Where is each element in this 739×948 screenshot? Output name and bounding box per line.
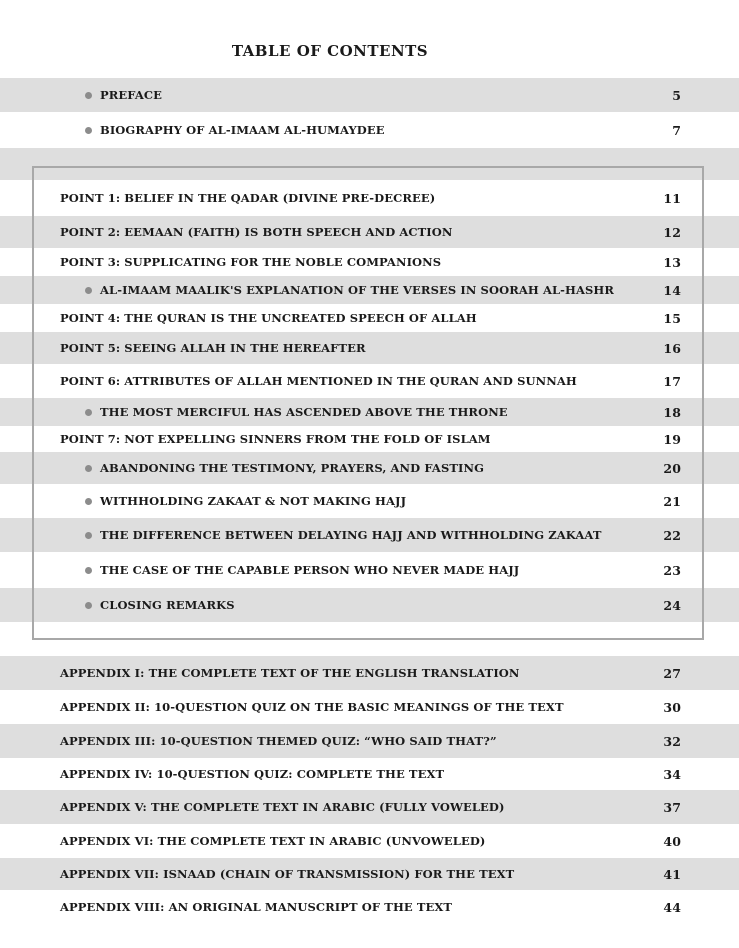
page-number: 7 xyxy=(672,122,681,138)
page-number: 22 xyxy=(663,527,681,543)
page-number: 20 xyxy=(663,460,681,476)
entry-label: APPENDIX I: THE COMPLETE TEXT OF THE ENGLISH TRANSLATION xyxy=(60,666,520,680)
entry-label: APPENDIX VI: THE COMPLETE TEXT IN ARABIC (UNVOWELED) xyxy=(60,834,486,848)
page-number: 18 xyxy=(663,404,681,420)
bullet-icon xyxy=(85,532,92,539)
entry-label: THE MOST MERCIFUL HAS ASCENDED ABOVE THE THRONE xyxy=(100,405,508,419)
toc-entry-point-6[interactable] xyxy=(0,364,739,398)
entry-label: POINT 2: EEMAAN (FAITH) IS BOTH SPEECH AND ACTION xyxy=(60,225,453,239)
toc-entry-appendix-3[interactable] xyxy=(0,724,739,758)
entry-label: WITHHOLDING ZAKAAT & NOT MAKING HAJJ xyxy=(100,494,407,508)
page-number: 44 xyxy=(663,899,681,915)
toc-entry-appendix-8[interactable] xyxy=(0,890,739,924)
entry-label: THE CASE OF THE CAPABLE PERSON WHO NEVER MADE HAJJ xyxy=(100,563,520,577)
bullet-icon xyxy=(85,287,92,294)
toc-entry-delaying-hajj[interactable] xyxy=(0,518,739,552)
bullet-icon xyxy=(85,567,92,574)
toc-entry-appendix-2[interactable] xyxy=(0,690,739,724)
toc-entry-ascended-throne[interactable] xyxy=(0,398,739,426)
entry-label: POINT 6: ATTRIBUTES OF ALLAH MENTIONED IN THE QURAN AND SUNNAH xyxy=(60,374,577,388)
page-number: 12 xyxy=(663,224,681,240)
toc-entry-biography[interactable] xyxy=(0,112,739,148)
entry-label: THE DIFFERENCE BETWEEN DELAYING HAJJ AND WITHHOLDING ZAKAAT xyxy=(100,528,602,542)
page-number: 30 xyxy=(663,699,681,715)
toc-entry-point-4[interactable] xyxy=(0,304,739,332)
entry-label: APPENDIX IV: 10-QUESTION QUIZ: COMPLETE THE TEXT xyxy=(60,767,445,781)
toc-entry-appendix-7[interactable] xyxy=(0,858,739,890)
toc-entry-point-3[interactable] xyxy=(0,248,739,276)
spacer-band xyxy=(0,148,739,180)
toc-entry-point-7[interactable] xyxy=(0,426,739,452)
bullet-icon xyxy=(85,498,92,505)
toc-entry-appendix-4[interactable] xyxy=(0,758,739,790)
page-number: 13 xyxy=(663,254,681,270)
bullet-icon xyxy=(85,602,92,609)
page-number: 15 xyxy=(663,310,681,326)
entry-label: APPENDIX V: THE COMPLETE TEXT IN ARABIC (FULLY VOWELED) xyxy=(60,800,505,814)
entry-label: APPENDIX III: 10-QUESTION THEMED QUIZ: “WHO SAID THAT?” xyxy=(60,734,497,748)
toc-entry-appendix-1[interactable] xyxy=(0,656,739,690)
page-number: 23 xyxy=(663,562,681,578)
toc-entry-capable-person[interactable] xyxy=(0,552,739,588)
toc-entry-withholding-zakaat[interactable] xyxy=(0,484,739,518)
page-number: 32 xyxy=(663,733,681,749)
entry-label: BIOGRAPHY OF AL-IMAAM AL-HUMAYDEE xyxy=(100,123,385,137)
bullet-icon xyxy=(85,127,92,134)
entry-label: POINT 5: SEEING ALLAH IN THE HEREAFTER xyxy=(60,341,366,355)
entry-label: APPENDIX VII: ISNAAD (CHAIN OF TRANSMISSION) FOR THE TEXT xyxy=(60,867,515,881)
entry-label: POINT 1: BELIEF IN THE QADAR (DIVINE PRE-DECREE) xyxy=(60,191,436,205)
bullet-icon xyxy=(85,92,92,99)
toc-entry-appendix-5[interactable] xyxy=(0,790,739,824)
page-number: 34 xyxy=(663,766,681,782)
toc-entry-maalik-explanation[interactable] xyxy=(0,276,739,304)
page-number: 5 xyxy=(672,87,681,103)
page-number: 14 xyxy=(663,282,681,298)
toc-entry-point-2[interactable] xyxy=(0,216,739,248)
page-number: 24 xyxy=(663,597,681,613)
page-number: 21 xyxy=(663,493,681,509)
entry-label: AL-IMAAM MAALIK'S EXPLANATION OF THE VERSES IN SOORAH AL-HASHR xyxy=(100,283,615,297)
page-number: 41 xyxy=(663,866,681,882)
entry-label: POINT 4: THE QURAN IS THE UNCREATED SPEECH OF ALLAH xyxy=(60,311,477,325)
toc-entry-point-1[interactable] xyxy=(0,180,739,216)
entry-label: POINT 3: SUPPLICATING FOR THE NOBLE COMPANIONS xyxy=(60,255,442,269)
entry-label: CLOSING REMARKS xyxy=(100,598,235,612)
entry-label: APPENDIX VIII: AN ORIGINAL MANUSCRIPT OF THE TEXT xyxy=(60,900,453,914)
page-number: 16 xyxy=(663,340,681,356)
toc-entry-appendix-6[interactable] xyxy=(0,824,739,858)
bullet-icon xyxy=(85,465,92,472)
toc-entry-preface[interactable] xyxy=(0,78,739,112)
page-number: 27 xyxy=(663,665,681,681)
page-number: 40 xyxy=(663,833,681,849)
entry-label: POINT 7: NOT EXPELLING SINNERS FROM THE FOLD OF ISLAM xyxy=(60,432,491,446)
entry-label: APPENDIX II: 10-QUESTION QUIZ ON THE BASIC MEANINGS OF THE TEXT xyxy=(60,700,564,714)
toc-entry-point-5[interactable] xyxy=(0,332,739,364)
toc-entry-closing-remarks[interactable] xyxy=(0,588,739,622)
entry-label: ABANDONING THE TESTIMONY, PRAYERS, AND FASTING xyxy=(100,461,485,475)
page-number: 11 xyxy=(663,190,681,206)
page-number: 19 xyxy=(663,431,681,447)
bullet-icon xyxy=(85,409,92,416)
toc-title: TABLE OF CONTENTS xyxy=(231,42,429,60)
page-number: 17 xyxy=(663,373,681,389)
toc-entry-abandoning-testimony[interactable] xyxy=(0,452,739,484)
entry-label: PREFACE xyxy=(100,88,163,102)
page-number: 37 xyxy=(663,799,681,815)
